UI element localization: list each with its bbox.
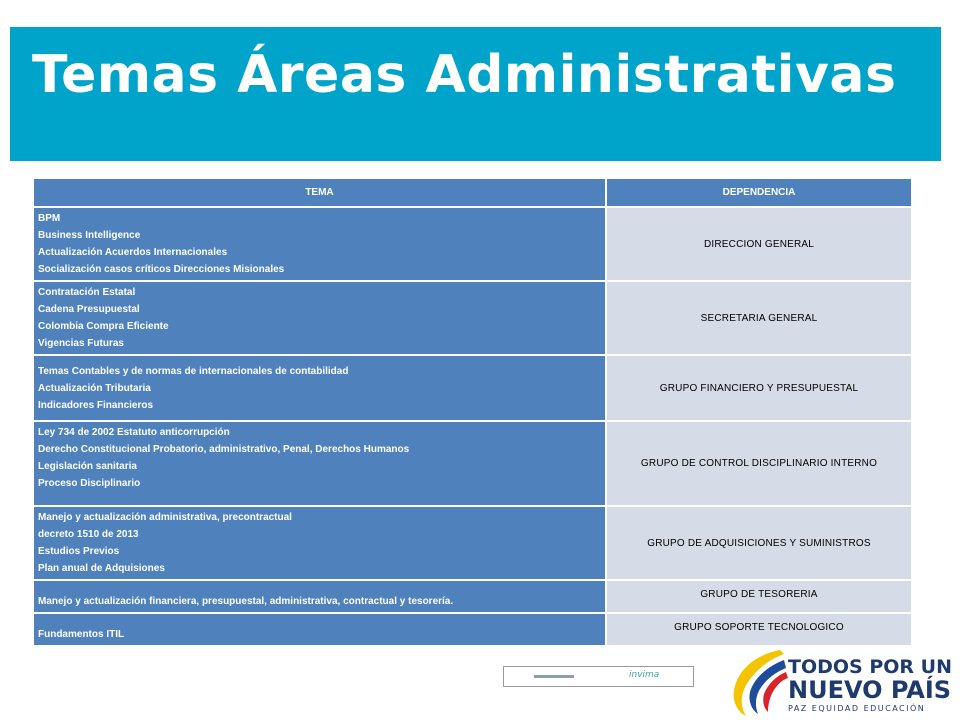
table-row [33, 506, 912, 580]
dependencia-cell: DIRECCION GENERAL [606, 207, 912, 281]
table-row [33, 613, 912, 646]
colombia-flag-swoosh-icon [728, 646, 788, 718]
table-row [33, 355, 912, 421]
tema-cell [33, 421, 606, 506]
tema-line: BPM [38, 213, 61, 224]
tema-cell [33, 281, 606, 355]
invima-logo: invima [629, 670, 660, 680]
tema-line: Business Intelligence [38, 230, 141, 241]
column-header-dependencia: DEPENDENCIA [606, 178, 912, 207]
topics-table [33, 178, 912, 646]
tema-cell [33, 580, 606, 613]
tema-line: Socialización casos críticos Direcciones Misionales [38, 264, 285, 275]
tema-line: Manejo y actualización administrativa, precontractual [38, 512, 292, 523]
tema-line: Contratación Estatal [38, 287, 136, 298]
tema-line: decreto 1510 de 2013 [38, 529, 139, 540]
partner-logos [503, 666, 694, 687]
tema-line: Derecho Constitucional Probatorio, administrativo, Penal, Derechos Humanos [38, 444, 410, 455]
table-row [33, 421, 912, 506]
table-row [33, 580, 912, 613]
tema-line: Colombia Compra Eficiente [38, 321, 169, 332]
tema-line: Indicadores Financieros [38, 399, 154, 411]
tema-line: Manejo y actualización financiera, presupuestal, administrativa, contractual y tesorería. [38, 596, 454, 607]
dependencia-cell: GRUPO DE ADQUISICIONES Y SUMINISTROS [606, 506, 912, 580]
page-title: Temas Áreas Administrativas [32, 45, 897, 105]
table-row [33, 281, 912, 355]
dependencia-cell: GRUPO SOPORTE TECNOLOGICO [606, 613, 912, 646]
tema-cell [33, 506, 606, 580]
tema-line: Actualización Acuerdos Internacionales [38, 247, 228, 258]
tema-line: Fundamentos ITIL [38, 629, 125, 640]
gov-logo-line2: NUEVO PAÍS [788, 676, 952, 704]
gov-logo-line1: TODOS POR UN [788, 656, 952, 678]
title-banner [10, 27, 941, 161]
tema-cell [33, 613, 606, 646]
tema-line: Temas Contables y de normas de internacionales de contabilidad [38, 365, 349, 377]
tema-line: Vigencias Futuras [38, 338, 124, 349]
ministry-logo-icon [534, 675, 574, 678]
tema-line: Legislación sanitaria [38, 461, 137, 472]
tema-cell [33, 355, 606, 421]
column-header-tema: TEMA [33, 178, 606, 207]
table-header-row [33, 178, 912, 207]
dependencia-cell: GRUPO DE CONTROL DISCIPLINARIO INTERNO [606, 421, 912, 506]
tema-line: Ley 734 de 2002 Estatuto anticorrupción [38, 427, 230, 438]
dependencia-cell: GRUPO FINANCIERO Y PRESUPUESTAL [606, 355, 912, 421]
tema-line: Estudios Previos [38, 546, 120, 557]
tema-cell [33, 207, 606, 281]
gov-logo-tagline: PAZ EQUIDAD EDUCACIÓN [788, 704, 926, 713]
tema-line: Cadena Presupuestal [38, 304, 140, 315]
tema-line: Proceso Disciplinario [38, 478, 141, 489]
tema-line: Actualización Tributaria [38, 382, 151, 394]
dependencia-cell: GRUPO DE TESORERIA [606, 580, 912, 613]
government-logo [728, 646, 952, 718]
tema-line: Plan anual de Adquisiones [38, 563, 165, 574]
table-row [33, 207, 912, 281]
dependencia-cell: SECRETARIA GENERAL [606, 281, 912, 355]
